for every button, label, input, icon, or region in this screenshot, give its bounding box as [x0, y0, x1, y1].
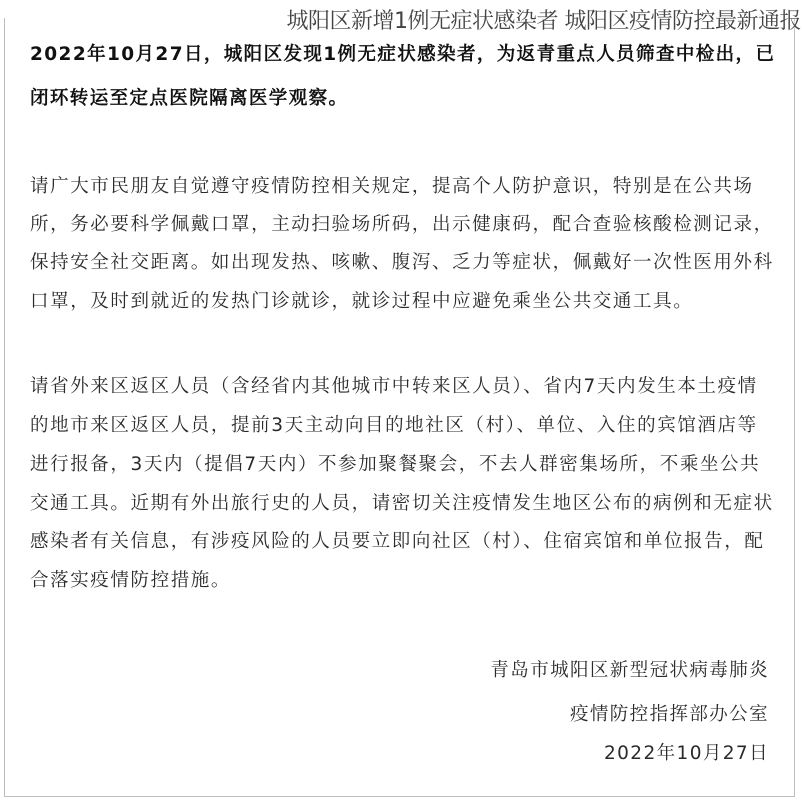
text-line: 口罩，及时到就近的发热门诊就诊，就诊过程中应避免乘坐公共交通工具。 — [30, 291, 694, 312]
text-line: 所，务必要科学佩戴口罩，主动扫验场所码，出示健康码，配合查验核酸检测记录， — [30, 214, 774, 235]
overlay-title: 城阳区新增1例无症状感染者 城阳区疫情防控最新通报 — [286, 9, 801, 34]
text-line: 2022年10月27日，城阳区发现1例无症状感染者，为返青重点人员筛查中检出，已 — [30, 44, 776, 65]
text-line: 闭环转运至定点医院隔离医学观察。 — [30, 88, 349, 109]
text-line: 保持安全社交距离。如出现发热、咳嗽、腹泻、乏力等症状，佩戴好一次性医用外科 — [30, 252, 774, 273]
text-line: 合落实疫情防控措施。 — [30, 570, 232, 591]
signature-org-line1: 青岛市城阳区新型冠状病毒肺炎 — [490, 660, 769, 681]
text-line: 感染者有关信息，有涉疫风险的人员要立即向社区（村）、住宿宾馆和单位报告，配 — [30, 531, 765, 552]
text-line: 交通工具。近期有外出旅行史的人员，请密切关注疫情发生地区公布的病例和无症状 — [30, 493, 774, 514]
text-line: 进行报备，3天内（提倡7天内）不参加聚餐聚会，不去人群密集场所，不乘坐公共 — [30, 454, 761, 475]
signature-date: 2022年10月27日 — [603, 743, 769, 764]
text-line: 的地市来区返区人员，提前3天主动向目的地社区（村）、单位、入住的宾馆酒店等 — [30, 415, 758, 436]
text-line: 请省外来区返区人员（含经省内其他城市中转来区人员）、省内7天内发生本土疫情 — [30, 376, 758, 397]
text-line: 请广大市民朋友自觉遵守疫情防控相关规定，提高个人防护意识，特别是在公共场 — [30, 176, 754, 197]
signature-org-line2: 疫情防控指挥部办公室 — [569, 704, 769, 725]
